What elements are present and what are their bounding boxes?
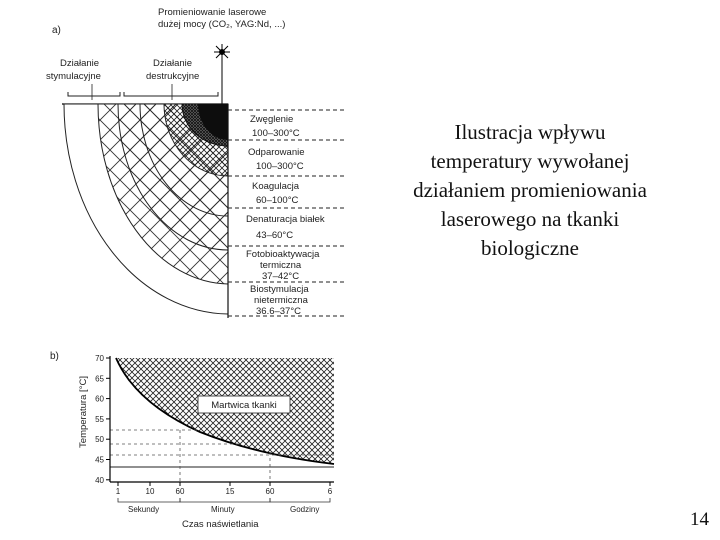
zone-temp-evaporation: 100–300°C [256, 161, 304, 172]
zone-temp-carbonization: 100–300°C [252, 128, 300, 139]
y-tick-label: 60 [95, 394, 104, 404]
zone-label-denaturation: Denaturacja białek [246, 214, 325, 225]
unit-label-minutes: Minuty [211, 505, 235, 514]
zone-label-photobioactivation: Fotobioaktywacja [246, 249, 320, 260]
panel-b [50, 351, 334, 530]
caption-line: temperatury wywołanej [430, 149, 630, 173]
x-tick-label: 60 [175, 487, 185, 496]
laser-source-label-2: dużej mocy (CO₂, YAG:Nd, ...) [158, 19, 286, 30]
caption-line: Ilustracja wpływu [454, 120, 606, 144]
slide-caption [390, 118, 670, 263]
stimulation-label-2: stymulacyjne [46, 71, 101, 82]
y-tick-label: 50 [95, 435, 104, 445]
x-axis-title: Czas naświetlania [182, 519, 259, 530]
zone-label-evaporation: Odparowanie [248, 147, 305, 158]
laser-star-icon [214, 44, 230, 60]
caption-line: biologiczne [481, 236, 579, 260]
y-tick-label: 70 [95, 354, 104, 363]
x-tick-label: 6 [327, 487, 333, 496]
panel-a-label: a) [52, 25, 61, 36]
x-tick-label: 15 [225, 487, 235, 496]
caption-line: działaniem promieniowania [413, 178, 647, 202]
laser-source-label-1: Promieniowanie laserowe [158, 7, 267, 18]
zone-label-carbonization: Zwęglenie [250, 114, 294, 125]
unit-label-hours: Godziny [290, 505, 320, 514]
y-tick-label: 65 [95, 374, 104, 384]
stimulation-bracket [68, 92, 120, 96]
y-tick-label: 45 [95, 455, 104, 465]
destruction-label-2: destrukcyjne [146, 71, 200, 82]
zone-label-photobioactivation-2: termiczna [260, 260, 302, 271]
page-number: 14 [690, 509, 709, 530]
zone-temp-photobioactivation: 37–42°C [262, 271, 300, 282]
x-tick-label: 10 [145, 487, 155, 496]
zone-label-coagulation: Koagulacja [252, 181, 300, 192]
time-unit-brackets [118, 498, 330, 502]
caption-line: laserowego na tkanki [440, 207, 620, 231]
destruction-bracket [124, 92, 218, 96]
necrosis-label: Martwica tkanki [211, 400, 277, 411]
zone-label-biostimulation-2: nietermiczna [254, 295, 308, 306]
zone-temp-denaturation: 43–60°C [256, 230, 294, 241]
unit-label-seconds: Sekundy [128, 505, 160, 514]
zone-temp-coagulation: 60–100°C [256, 195, 299, 206]
stimulation-label-1: Działanie [60, 58, 100, 69]
y-tick-label: 40 [95, 475, 104, 485]
panel-a [46, 7, 346, 318]
y-tick-label: 55 [95, 414, 104, 424]
x-tick-label: 1 [115, 487, 121, 496]
zone-temp-biostimulation: 36.6–37°C [256, 306, 301, 317]
x-tick-label: 60 [265, 487, 275, 496]
zone-label-biostimulation: Biostymulacja [250, 284, 309, 295]
panel-b-label: b) [50, 351, 59, 362]
destruction-label-1: Działanie [153, 58, 193, 69]
y-axis-title: Temperatura [°C] [78, 376, 89, 448]
